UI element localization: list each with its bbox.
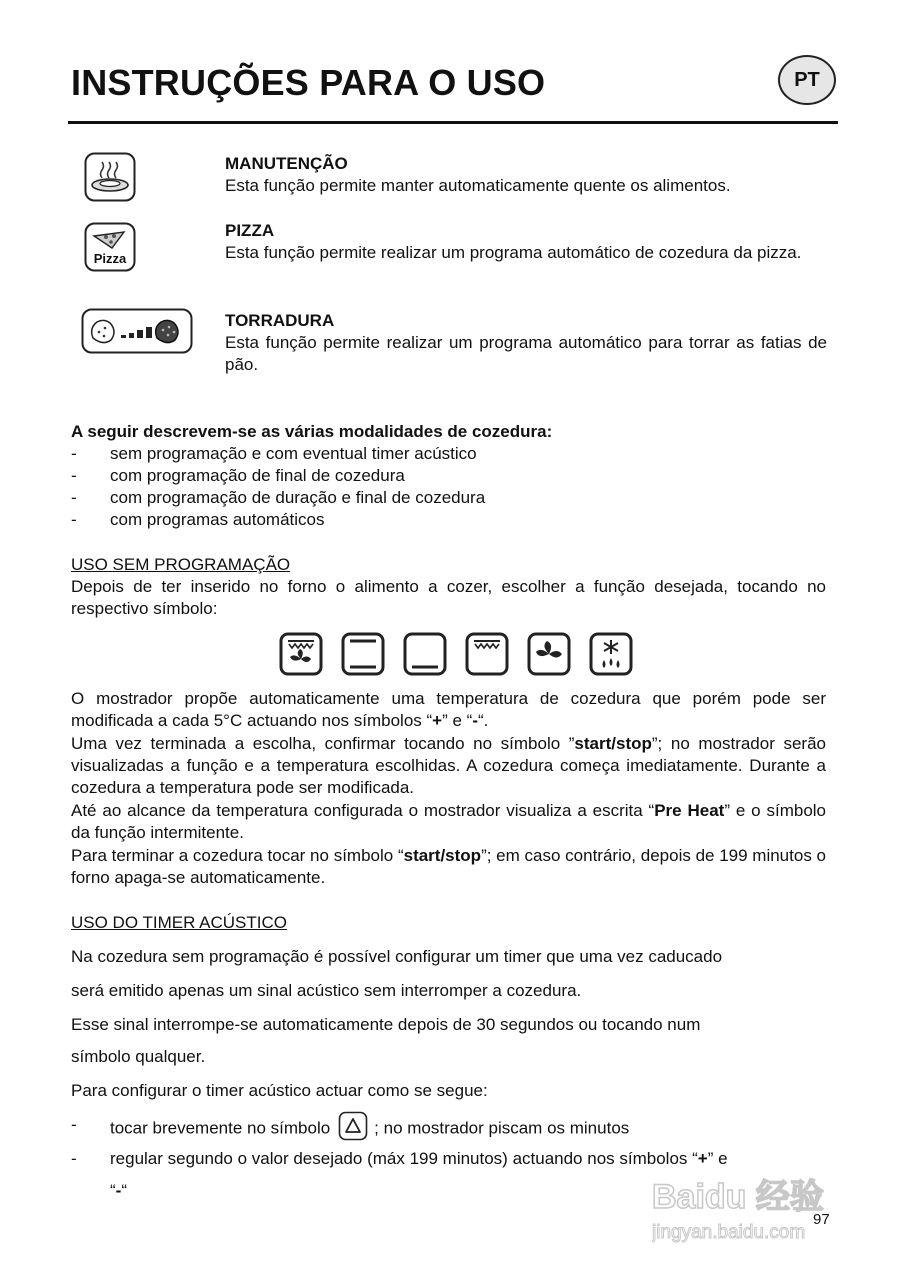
paragraph-temperature: O mostrador propõe automaticamente uma temperatura de cozedura que porém pode ser modificada a cada 5°C actuando nos símbolos “+” e “-“.	[71, 689, 826, 730]
svg-text:Baidu 经验: Baidu 经验	[652, 1178, 824, 1216]
paragraph-line: Para configurar o timer acústico actuar como se segue:	[71, 1081, 488, 1100]
function-description: Esta função permite realizar um programa automático de cozedura da pizza.	[225, 243, 802, 262]
page-title: INSTRUÇÕES PARA O USO	[71, 62, 546, 103]
fan-icon	[527, 632, 571, 676]
paragraph-pre-heat: Até ao alcance da temperatura configurada o mostrador visualiza a escrita “Pre Heat” e o símbolo da função intermitente.	[71, 801, 827, 842]
mode-icons-row	[279, 632, 633, 676]
function-name: PIZZA	[225, 221, 275, 240]
function-description: Esta função permite realizar um programa automático para torrar as fatias de pão.	[225, 333, 827, 374]
function-name: TORRADURA	[225, 311, 335, 330]
paragraph: Depois de ter inserido no forno o alimento a cozer, escolher a função desejada, tocando no respectivo símbolo:	[71, 577, 826, 618]
baidu-watermark	[652, 1168, 852, 1246]
paragraph-line: Na cozedura sem programação é possível configurar um timer que uma vez caducado	[71, 947, 723, 966]
paragraph-end-cooking: Para terminar a cozedura tocar no símbolo “start/stop”; em caso contrário, depois de 199 minutos o forno apaga-se automaticamente.	[71, 846, 826, 887]
toast-icon	[81, 308, 193, 354]
plate-warm-icon	[84, 152, 136, 202]
pizza-icon-label: Pizza	[93, 251, 127, 266]
bell-symbol-icon	[338, 1111, 368, 1141]
paragraph-line: será emitido apenas um sinal acústico sem interromper a cozedura.	[71, 981, 582, 1000]
header-rule	[68, 121, 838, 124]
function-description: Esta função permite manter automaticamente quente os alimentos.	[225, 176, 731, 195]
top-bottom-heat-icon	[341, 632, 385, 676]
bottom-heat-icon	[403, 632, 447, 676]
page-number: 97	[813, 1211, 830, 1228]
paragraph-line: Esse sinal interrompe-se automaticamente depois de 30 segundos ou tocando num	[71, 1015, 701, 1034]
modes-heading: A seguir descrevem-se as várias modalidades de cozedura:	[71, 422, 553, 441]
function-maintenance	[225, 153, 827, 197]
function-name: MANUTENÇÃO	[225, 154, 348, 173]
svg-text:jingyan.baidu.com: jingyan.baidu.com	[652, 1222, 806, 1243]
paragraph-line: símbolo qualquer.	[71, 1047, 206, 1066]
fan-top-grill-icon	[279, 632, 323, 676]
top-grill-icon	[465, 632, 509, 676]
pizza-icon	[84, 222, 136, 272]
section-heading-timer: USO DO TIMER ACÚSTICO	[71, 913, 287, 932]
paragraph-start-stop: Uma vez terminada a escolha, confirmar tocando no símbolo ”start/stop”; no mostrador serão visualizadas a função e a temperatura escolhidas. A cozedura começa imediatamente. Durante a cozedura a temperatura pode ser modificada.	[71, 734, 826, 797]
function-toast	[225, 310, 827, 376]
section-heading-no-programming: USO SEM PROGRAMAÇÃO	[71, 555, 291, 574]
language-badge: PT	[778, 55, 836, 105]
defrost-icon	[589, 632, 633, 676]
function-pizza	[225, 220, 827, 264]
